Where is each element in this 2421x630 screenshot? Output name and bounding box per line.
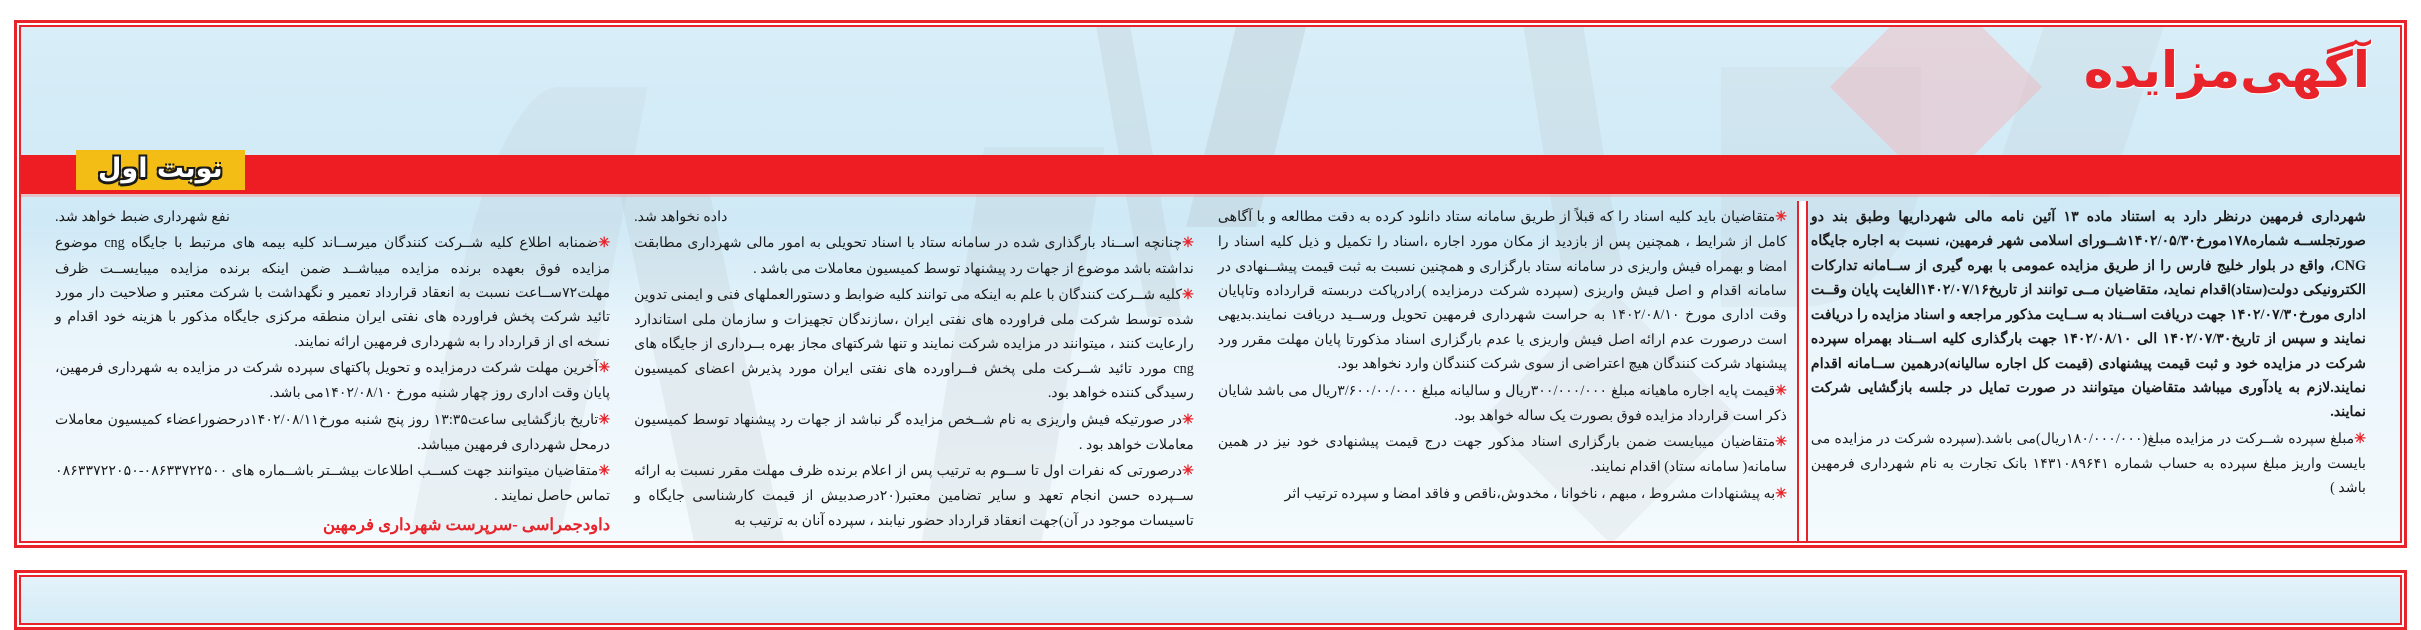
- column4-continuation: نفع شهرداری ضبط خواهد شد.: [55, 209, 230, 225]
- next-notice-panel-inner: [19, 575, 2402, 625]
- bullet-icon: ✳: [1182, 412, 1194, 428]
- column4-paragraph-4-text: متقاضیان میتوانند جهت کســب اطلاعات بیشــتر باشــماره های ۰۸۶۳۳۷۲۲۵۰۰-۰۸۶۳۳۷۲۲۰۵۰ تماس حاصل نمایند .: [55, 463, 611, 505]
- column4-paragraph-2-text: آخرین مهلت شرکت درمزایده و تحویل پاکتهای سپرده شرکت در مزایده به شهرداری فرمهین، پایان وقت اداری روز چهار شنبه مورخ ۱۴۰۲/۰۸/۱۰می باشد.: [55, 360, 611, 402]
- column4-paragraph-3-text: تاریخ بازگشایی ساعت۱۳:۳۵ روز پنج شنبه مورخ۱۴۰۲/۰۸/۱۱درحضوراعضاء کمیسیون معاملات درمحل شهرداری فرمهین میباشد.: [55, 411, 611, 453]
- column2-paragraph-1: [1218, 205, 1787, 377]
- column2-paragraph-1-text: متقاضیان باید کلیه اسناد را که قبلاً از طریق سامانه ستاد دانلود کرده به دقت مطالعه و با آگاهی کامل از شرایط ، همچنین پس از بازدید از مکان مورد اجاره ،اسناد را تکمیل و ذیل کلیه اسناد را امضا و بهمراه فیش واریزی در سامانه ستاد بارگزاری و همچنین نسبت به ثبت قیمت پیشــنهادی در سامانه اقدام و اصل فیش واریزی (سپرده شرکت درمزایده )رادرپاکت دربسته قرارداده وتاپایان وقت اداری مورخ ۱۴۰۲/۰۸/۱۰ به حراست شهرداری فرمهین تحویل ورســید دریافت نمایند.بدیهی است درصورت عدم ارائه اصل فیش واریزی یا عدم بارگزاری اسناد مذکورتا پایان مهلت مقرر ورد پیشنهاد شرکت کنندگان هیچ اعتراضی از سوی شرکت کنندگان وارد نخواهد بود.: [1217, 209, 1787, 373]
- bullet-icon: ✳: [1182, 464, 1194, 480]
- column2-paragraph-4: [1218, 482, 1787, 507]
- signatory-line: داودجمراسی -سرپرست شهرداری فرمهین: [322, 514, 611, 534]
- poster-inner-frame: [19, 25, 2402, 543]
- page-title: آگهی‌مزایده: [2083, 41, 2370, 99]
- column3-paragraph-3: [634, 408, 1194, 458]
- status-badge: نوبت اول: [76, 150, 245, 190]
- column4-paragraph-4: [55, 459, 610, 509]
- column1-paragraph-2: [1811, 427, 2366, 501]
- red-divider-band: [21, 155, 2400, 194]
- column4-paragraph-3: [55, 408, 610, 458]
- bullet-icon: ✳: [1775, 210, 1787, 225]
- column3-paragraph-1-text: چنانچه اســناد بارگذاری شده در سامانه ستاد با اسناد تحویلی به امور مالی شهرداری مطابقت نداشته باشد موضوع از جهات رد پیشنهاد توسط کمیسیون معاملات می باشد .: [634, 235, 1194, 277]
- column4-paragraph-1-text: ضمنابه اطلاع کلیه شــرکت کنندگان میرســاند کلیه بیمه های مرتبط با جایگاه cng موضوع مزایده فوق بعهده برنده مزایده میباشــد ضمن اینکه برنده مزایده میبایســت ظرف مهلت۷۲ســاعت نسبت به انعقاد قرارداد تعمیر و نگهداشت با شرکت معتبر و صلاحیت دار مورد تائید شرکت پخش فراورده های نفتی ایران منطقه مرکزی جایگاه مذکور با هزینه خود اقدام و نسخه ای از قرارداد را به شهرداری فرمهین ارائه نمایند.: [55, 235, 611, 350]
- column3-paragraph-2-text: کلیه شــرکت کنندگان با علم به اینکه می توانند کلیه ضوابط و دستورالعملهای فنی و ایمنی تدوین شده توسط شرکت ملی فراورده های نفتی ایران ،سازندگان تجهیزات و سازمان ملی استاندارد رارعایت کنند ، میتوانند در مزایده شرکت نمایند و تنها شرکتهای مجاز بهره بــرداری از جایگاه های cng مورد تائید شــرکت ملی پخش فــراورده های نفتی ایران مورد پذیرش اعضای کمیسیون رسیدگی کننده خواهد بود.: [634, 286, 1194, 402]
- bullet-icon: ✳: [2354, 431, 2366, 447]
- column1-paragraph-1: شهرداری فرمهین درنظر دارد به استناد ماده ۱۳ آئین نامه مالی شهرداریها وطبق بند دو صورتجلســه شماره۱۷۸مورخ۱۴۰۲/۰۵/۳۰شــورای اسلامی شهر فرمهین، نسبت به اجاره جایگاه CNG، واقع در بلوار خلیج فارس را از طریق مزایده عمومی با بهره گیری از ســامانه تدارکات الکترونیکی دولت(ستاد)اقدام نماید، متقاضیان مــی توانند از تاریخ۱۴۰۲/۰۷/۱۶الغایت پایان وقــت اداری مورخ۱۴۰۲/۰۷/۳۰ جهت دریافت اســناد به ســایت مذکور مراجعه و اسناد مزایده را دریافت نمایند و سپس از تاریخ۱۴۰۲/۰۷/۳۰ الی ۱۴۰۲/۰۸/۱۰ جهت بارگذاری کلیه اســناد بهمراه سپرده شرکت در مزایده خود و ثبت قیمت پیشنهادی (قیمت کل اجاره سالیانه)درهمین ســامانه اقدام نمایند.لازم به یادآوری میباشد متقاضیان میتوانند در صورت تمایل در جلسه بازگشایی شرکت نمایند.: [1810, 209, 2366, 421]
- column2-paragraph-3: [1218, 430, 1787, 480]
- bullet-icon: ✳: [598, 464, 611, 480]
- column3-paragraph-3-text: در صورتیکه فیش واریزی به نام شــخص مزایده گر نباشد از جهات رد پیشنهاد توسط کمیسیون معاملات خواهد بود .: [634, 411, 1194, 453]
- notice-column-3: [622, 205, 1206, 541]
- bullet-icon: ✳: [1182, 236, 1194, 252]
- column3-paragraph-2: [634, 283, 1194, 406]
- column2-paragraph-4-text: به پیشنهادات مشروط ، مبهم ، ناخوانا ، مخدوش،ناقص و فاقد امضا و سپرده ترتیب اثر: [1284, 485, 1776, 502]
- column3-paragraph-1: [634, 231, 1194, 281]
- notice-column-2: [1206, 205, 1799, 541]
- bullet-icon: ✳: [1775, 435, 1787, 451]
- column2-paragraph-2-text: قیمت پایه اجاره ماهیانه مبلغ ۳۰۰/۰۰۰/۰۰۰ریال و سالیانه مبلغ ۳/۶۰۰/۰۰/۰۰۰ریال می باشد شایان ذکر است قرارداد مزایده فوق بصورت یک ساله خواهد بود.: [1217, 382, 1787, 424]
- auction-notice-poster: [14, 20, 2407, 548]
- column3-paragraph-4-text: درصورتی که نفرات اول تا ســوم به ترتیب پس از اعلام برنده ظرف مهلت مقرر نسبت به ارائه ســپرده حسن انجام تعهد و سایر تضامین معتبر(۲۰درصدبیش از قیمت کارشناسی جایگاه و تاسیسات موجود در آن)جهت انعقاد قرارداد حضور نیابند ، سپرده آنان به ترتیب به: [634, 463, 1194, 529]
- notice-body-columns: [43, 205, 2378, 541]
- bullet-icon: ✳: [598, 236, 611, 252]
- column1-paragraph-2-text: مبلغ سپرده شــرکت در مزایده مبلغ(۱۸۰/۰۰۰/۰۰۰ریال)می باشد.(سپرده شرکت در مزایده می بایست واریز مبلغ سپرده به حساب شماره ۱۴۳۱۰۸۹۶۴۱ بانک تجارت به نام شهرداری فرمهین باشد ): [1810, 430, 2366, 497]
- bullet-icon: ✳: [1182, 287, 1194, 303]
- bullet-icon: ✳: [598, 361, 611, 377]
- column3-paragraph-4: [634, 459, 1194, 533]
- column3-continuation: داده نخواهد شد.: [634, 209, 728, 225]
- bullet-icon: ✳: [1775, 486, 1787, 502]
- column4-paragraph-2: [55, 356, 610, 406]
- column2-paragraph-3-text: متقاضیان میبایست ضمن بارگزاری اسناد مذکور جهت درج قیمت پیشنهادی خود نیز در همین سامانه( سامانه ستاد) اقدام نمایند.: [1217, 434, 1787, 476]
- notice-column-4: [43, 205, 622, 541]
- column4-paragraph-1: [55, 231, 610, 354]
- notice-column-1: [1799, 205, 2378, 541]
- next-notice-panel: [14, 570, 2407, 630]
- bullet-icon: ✳: [1775, 383, 1787, 399]
- bullet-icon: ✳: [598, 412, 611, 428]
- column2-paragraph-2: [1218, 379, 1787, 429]
